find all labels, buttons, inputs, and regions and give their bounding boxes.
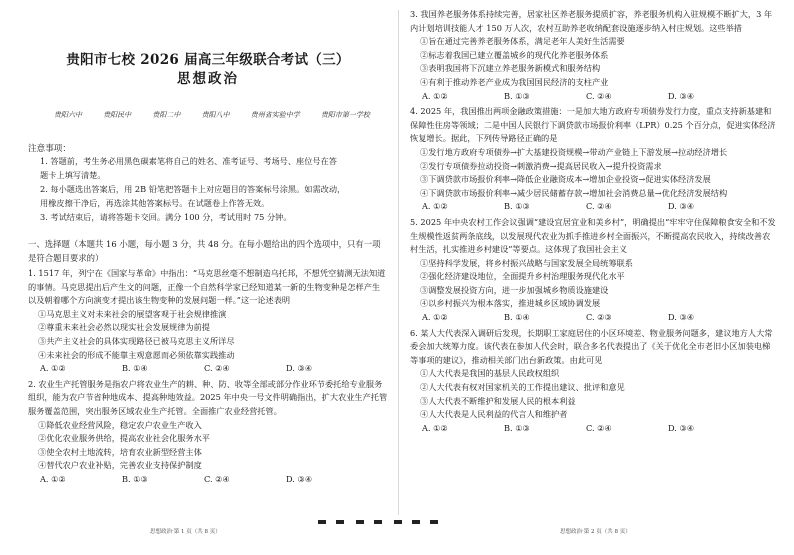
answer-choice: B. ①④ <box>122 363 148 374</box>
answer-choices <box>28 362 388 376</box>
answer-choice: B. ①③ <box>504 201 530 212</box>
question-option: ③调整发展投资方向，进一步加强城乡物质设施建设 <box>420 284 609 295</box>
answer-choice: A. ①② <box>422 422 448 433</box>
question-option: ③表明我国将下沉建立养老服务新模式和服务结构 <box>420 63 601 74</box>
question-option: ③人大代表不断维护和发展人民的根本利益 <box>420 395 576 406</box>
page-footer-right: 思想政治·第 2 页（共 8 页） <box>560 529 631 535</box>
question-2 <box>28 378 388 487</box>
question-option: ①降低农业经营风险，稳定农户农业生产收入 <box>38 419 202 430</box>
school: 贵州省实验中学 <box>250 111 300 119</box>
answer-choice: D. ③④ <box>668 312 695 323</box>
question-option: ④人大代表是人民利益的代言人和维护者 <box>420 409 568 420</box>
notice-title: 注意事项： <box>28 144 71 154</box>
answer-choice: A. ①② <box>422 201 448 212</box>
question-option: ④以乡村振兴为根本落实，推进城乡区域协调发展 <box>420 298 601 309</box>
answer-choice: C. ②③ <box>586 312 612 323</box>
answer-choice: B. ①③ <box>122 473 148 484</box>
question-stem: 2. 农业生产托管服务是指农户将农业生产的耕、种、防、收等全部或部分作业环节委托给专业服务组织，能为农户节省种地成本、提高种地效益。2025 年中央一号文件明确指出，扩大农业生产托管服务覆盖范围，突出服务区域农业生产托管。全面推广农业经营托管。 <box>28 378 388 416</box>
notice-line: 1. 答题前，考生务必用黑色碳素笔将自己的姓名、准考证号、考场号、座位号在答 <box>40 156 337 166</box>
question-option: ②标志着我国已建立覆盖城乡的现代化养老服务体系 <box>420 49 609 60</box>
answer-choice: C. ②④ <box>204 363 230 374</box>
question-option: ①发行地方政府专项债券→扩大基建投资规模→带动产业链上下游发展→拉动经济增长 <box>420 146 728 157</box>
answer-choices <box>28 473 388 487</box>
school: 贵阳二中 <box>152 111 181 119</box>
registration-mark <box>318 520 326 524</box>
question-option: ④有利于推动养老产业成为我国国民经济的支柱产业 <box>420 76 609 87</box>
question-option: ③下调贷款市场报价利率→降低企业融资成本→增加企业投资→促进实体经济发展 <box>420 174 711 185</box>
question-4 <box>410 105 778 214</box>
answer-choice: A. ①② <box>422 90 448 101</box>
exam-title: 贵阳市七校 2026 届高三年级联合考试（三） <box>66 52 350 68</box>
question-option: ④下调贷款市场报价利率→减少居民储蓄存款→增加社会消费总量→优化经济发展结构 <box>420 187 728 198</box>
registration-mark <box>356 520 364 524</box>
registration-mark <box>374 520 382 524</box>
answer-choice: B. ①③ <box>504 422 530 433</box>
question-stem: 6. 某人大代表深入调研后发现，长期职工家庭居住的小区环境差、物业服务问题多，建议地方人大常委会加大统筹力度。该代表在参加人代会时，联合多名代表提出了《关于优化全市老旧小区加装电梯等事项的建议》，推动相关部门出台新政策。由此可见 <box>410 327 773 365</box>
question-option: ①旨在通过完善养老服务体系，满足老年人美好生活需要 <box>420 36 625 47</box>
registration-mark <box>430 520 438 524</box>
answer-choice: C. ②④ <box>586 201 612 212</box>
question-1 <box>28 267 388 376</box>
question-stem: 1. 1517 年，列宁在《国家与革命》中指出：“马克思丝毫不想制造乌托邦，不想凭空猜测无法知道的事情。马克思提出后产生文的问题，正像一个自然科学家已经知道某一新的生物变种是怎样产生以及朝着哪个方向演变才提出该生物变种的发展问题一样。”这一论述表明 <box>28 268 386 306</box>
notice-line: 2. 每小题选出答案后，用 2B 铅笔把答题卡上对应题目的答案标号涂黑。如需改动， <box>40 184 346 194</box>
answer-choice: D. ③④ <box>286 363 313 374</box>
school: 贵阳六中 <box>54 111 82 119</box>
question-3 <box>410 8 778 103</box>
answer-choices <box>410 90 778 104</box>
answer-choice: C. ②④ <box>586 422 612 433</box>
answer-choice: A. ①② <box>40 363 66 374</box>
right-page <box>410 0 778 528</box>
question-option: ④未来社会的形成不能靠主观意愿而必须依靠实践推动 <box>38 349 235 360</box>
question-stem: 5. 2025 年中央农村工作会议强调“建设宜居宜业和美乡村”，明确提出“牢牢守住保障粮食安全和不发生规模性返贫两条底线，以发展现代农业为抓手推进乡村全面振兴，不断提高农民收入，持续改善农村生活，扎实推进乡村建设”等要点。这体现了我国社会主义 <box>410 216 776 255</box>
question-option: ②优化农业服务供给，提高农业社会化服务水平 <box>38 433 210 444</box>
question-option: ④替代农户农业补贴，完善农业支持保护制度 <box>38 460 202 471</box>
question-option: ①人大代表是我国的基层人民政权组织 <box>420 368 560 379</box>
left-page <box>28 0 388 528</box>
question-stem: 3. 我国养老服务体系持续完善，居家社区养老服务提质扩容，养老服务机构入驻规模不断扩大，3 年内计划培训技能人才 150 万人次，农村互助养老收纳配套设施逐步纳入村庄规划。这些举措 <box>410 9 773 33</box>
question-option: ②发行专项债券拉动投资→刺激消费→提高居民收入→提升投资需求 <box>420 160 662 171</box>
question-option: ③共产主义社会的具体实现路径已被马克思主义所详尽 <box>38 335 235 346</box>
question-6 <box>410 327 778 436</box>
notice-block <box>28 154 388 224</box>
school: 贵阳民中 <box>103 111 132 119</box>
question-stem: 4. 2025 年，我国推出两项金融政策措施：一是加大地方政府专项债券发行力度，重点支持新基建和保障性住房等领域；二是中国人民银行下调贷款市场报价利率（LPR）0.25 个百分点，促进实体经济恢复增长。据此，下列传导路径正确的是 <box>410 106 776 144</box>
answer-choice: A. ①② <box>422 312 448 323</box>
notice-line: 题卡上填写清楚。 <box>40 170 106 180</box>
question-option: ②人大代表有权对国家机关的工作提出建议、批评和意见 <box>420 382 625 393</box>
question-5 <box>410 216 778 325</box>
registration-mark <box>394 520 402 524</box>
question-option: ②强化经济建设地位，全面提升乡村治理服务现代化水平 <box>420 271 625 282</box>
notice-line: 用橡皮擦干净后，再选涂其他答案标号。在试题卷上作答无效。 <box>40 198 270 208</box>
answer-choice: D. ③④ <box>286 473 313 484</box>
answer-choice: C. ②④ <box>586 90 612 101</box>
answer-choice: C. ②④ <box>204 473 230 484</box>
answer-choice: D. ③④ <box>668 201 695 212</box>
school: 贵阳八中 <box>201 111 230 119</box>
school: 贵阳市第一学校 <box>320 111 370 119</box>
registration-mark <box>412 520 420 524</box>
notice-line: 3. 考试结束后，请将答题卡交回。满分 100 分，考试用时 75 分钟。 <box>40 212 292 222</box>
answer-choices <box>410 200 778 214</box>
answer-choice: D. ③④ <box>668 90 695 101</box>
answer-choices <box>410 311 778 325</box>
answer-choices <box>410 422 778 436</box>
question-option: ①马克思主义对未来社会的展望客观于社会规律推演 <box>38 308 227 319</box>
section-heading: 一、选择题（本题共 16 小题，每小题 3 分，共 48 分。在每小题给出的四个选项中，只有一项是符合题目要求的） <box>28 239 381 263</box>
registration-mark <box>336 520 344 524</box>
page-footer-left: 思想政治·第 1 页（共 8 页） <box>150 529 221 535</box>
page-divider <box>398 10 399 515</box>
answer-choice: B. ①③ <box>504 90 530 101</box>
question-option: ③使全农村土地流转，培育农业新型经营主体 <box>38 446 202 457</box>
answer-choice: D. ③④ <box>668 422 695 433</box>
question-option: ②尊重未来社会必然以现实社会发展规律为前提 <box>38 322 210 333</box>
answer-choice: B. ①④ <box>504 312 530 323</box>
question-option: ①坚持科学发展，将乡村振兴战略与国家发展全局统筹联系 <box>420 257 633 268</box>
school-list <box>54 110 370 120</box>
exam-subject: 思想政治 <box>177 71 239 87</box>
answer-choice: A. ①② <box>40 473 66 484</box>
